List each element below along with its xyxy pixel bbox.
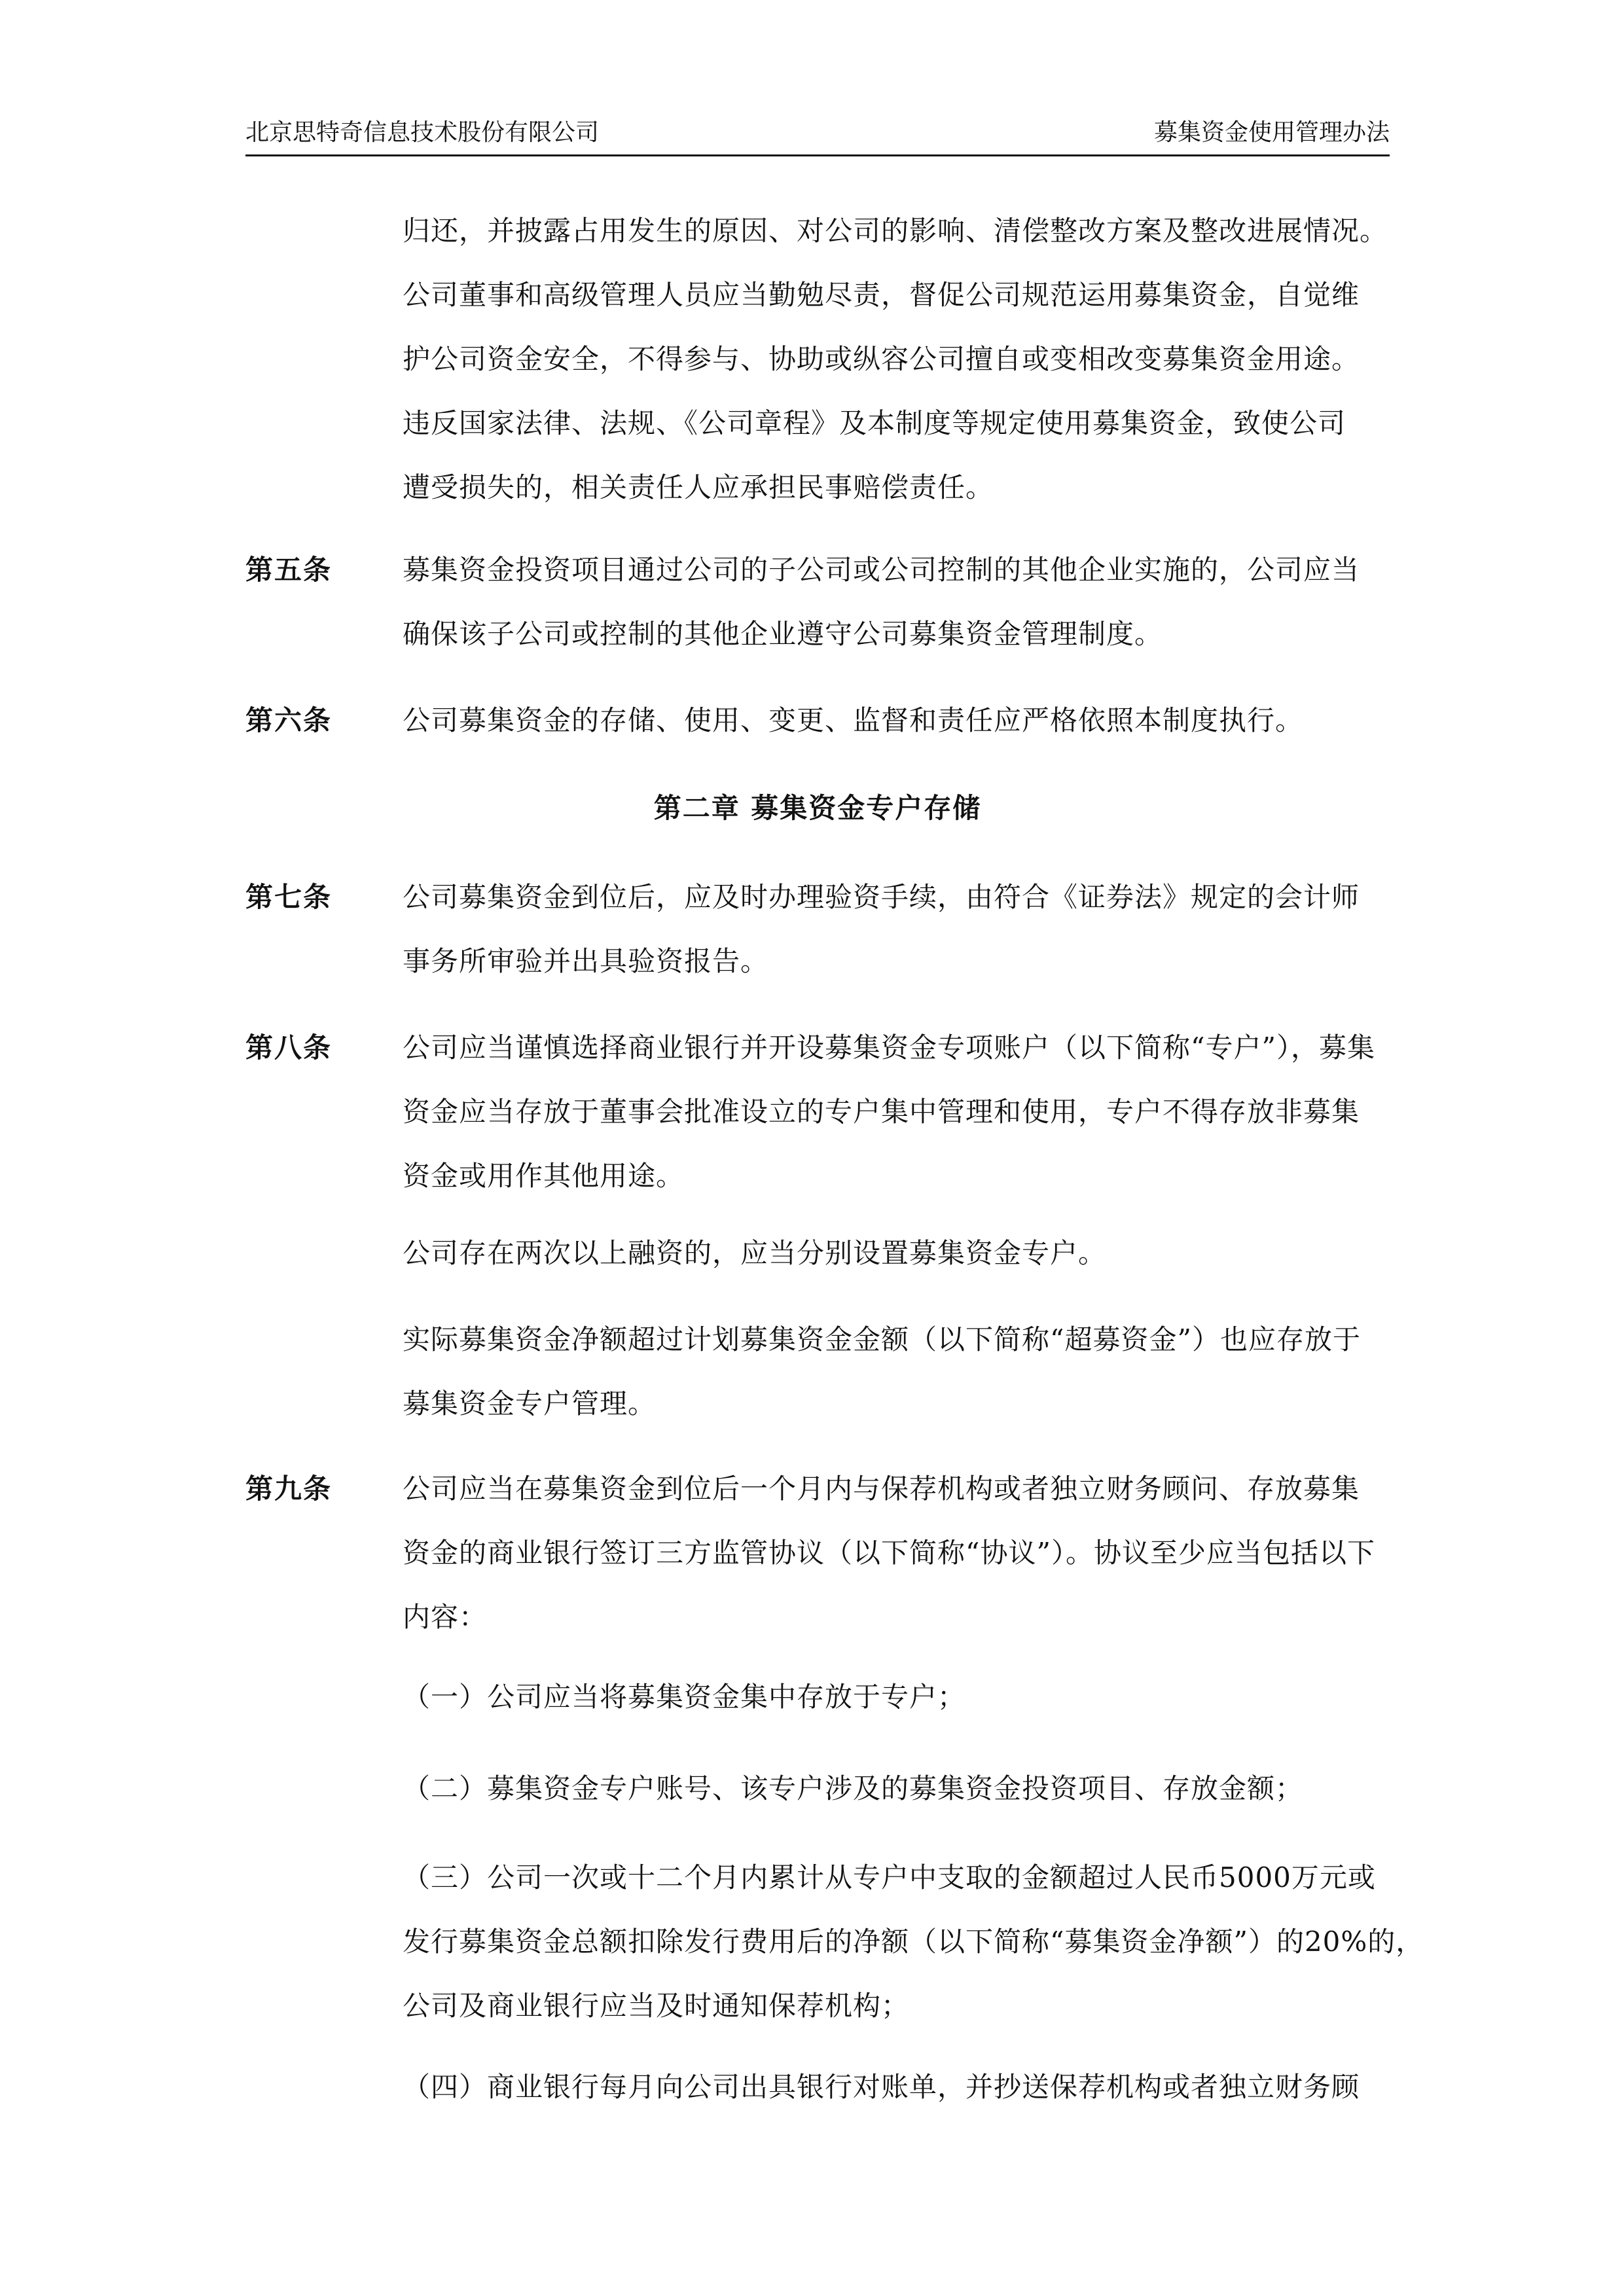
intro-line: 护公司资金安全，不得参与、协助或纵容公司擅自或变相改变募集资金用途。 (403, 343, 1360, 375)
intro-paragraph (403, 199, 1390, 520)
article-8-p2-line: 公司存在两次以上融资的，应当分别设置募集资金专户。 (403, 1237, 1107, 1269)
article-6-line: 公司募集资金的存储、使用、变更、监督和责任应严格依照本制度执行。 (403, 704, 1304, 736)
article-7-label: 第七条 (245, 881, 333, 913)
intro-line: 归还，并披露占用发生的原因、对公司的影响、清偿整改方案及整改进展情况。 (403, 215, 1388, 247)
article-9-text (403, 1457, 1390, 1649)
article-8-p3-line: 实际募集资金净额超过计划募集资金金额（以下简称“超募资金”）也应存放于 (403, 1323, 1361, 1355)
article-9-item-3 (403, 1846, 1424, 2038)
article-8-line: 资金应当存放于董事会批准设立的专户集中管理和使用，专户不得存放非募集 (403, 1096, 1360, 1128)
list-item: （一）公司应当将募集资金集中存放于专户； (403, 1681, 966, 1713)
list-item: （二）募集资金专户账号、该专户涉及的募集资金投资项目、存放金额； (403, 1772, 1304, 1804)
article-5-line: 募集资金投资项目通过公司的子公司或公司控制的其他企业实施的，公司应当 (403, 554, 1360, 586)
article-7-line: 公司募集资金到位后，应及时办理验资手续，由符合《证券法》规定的会计师 (403, 881, 1360, 913)
page-header (245, 113, 1390, 153)
article-5-text (403, 538, 1390, 666)
article-8-line: 公司应当谨慎选择商业银行并开设募集资金专项账户（以下简称“专户”），募集 (403, 1031, 1375, 1064)
article-7-line: 事务所审验并出具验资报告。 (403, 945, 769, 977)
article-6-text (403, 689, 1390, 753)
article-7-text (403, 865, 1390, 994)
header-company-name: 北京思特奇信息技术股份有限公司 (245, 119, 600, 146)
article-9-line: 资金的商业银行签订三方监管协议（以下简称“协议”）。协议至少应当包括以下 (403, 1537, 1375, 1569)
article-9-item-1 (403, 1665, 1390, 1729)
list-item-line: 公司及商业银行应当及时通知保荐机构； (403, 1990, 910, 2022)
header-divider (245, 154, 1390, 156)
article-8-text (403, 1016, 1390, 1208)
article-6-label: 第六条 (245, 704, 333, 736)
intro-line: 违反国家法律、法规、《公司章程》及本制度等规定使用募集资金，致使公司 (403, 407, 1346, 439)
article-8-p3-line: 募集资金专户管理。 (403, 1388, 657, 1420)
article-9-line: 内容： (403, 1601, 488, 1633)
article-5-line: 确保该子公司或控制的其他企业遵守公司募集资金管理制度。 (403, 618, 1163, 650)
list-item: （四）商业银行每月向公司出具银行对账单，并抄送保荐机构或者独立财务顾 (403, 2071, 1360, 2103)
article-8-line: 资金或用作其他用途。 (403, 1160, 685, 1192)
article-9-line: 公司应当在募集资金到位后一个月内与保荐机构或者独立财务顾问、存放募集 (403, 1473, 1360, 1505)
article-5-label: 第五条 (245, 554, 333, 586)
article-9-item-4 (403, 2055, 1390, 2119)
article-8-paragraph-3 (403, 1308, 1390, 1436)
article-9-item-2 (403, 1757, 1390, 1821)
intro-line: 遭受损失的，相关责任人应承担民事赔偿责任。 (403, 471, 994, 503)
article-9-label: 第九条 (245, 1473, 333, 1505)
intro-line: 公司董事和高级管理人员应当勤勉尽责，督促公司规范运用募集资金，自觉维 (403, 279, 1360, 311)
list-item-line: 发行募集资金总额扣除发行费用后的净额（以下简称“募集资金净额”）的20%的， (403, 1926, 1424, 1958)
article-8-label: 第八条 (245, 1031, 333, 1064)
header-document-title: 募集资金使用管理办法 (1153, 119, 1390, 146)
list-item-line: （三）公司一次或十二个月内累计从专户中支取的金额超过人民币5000万元或 (403, 1861, 1376, 1893)
chapter-2-title: 第二章 募集资金专户存储 (653, 792, 982, 824)
article-8-paragraph-2 (403, 1221, 1390, 1285)
